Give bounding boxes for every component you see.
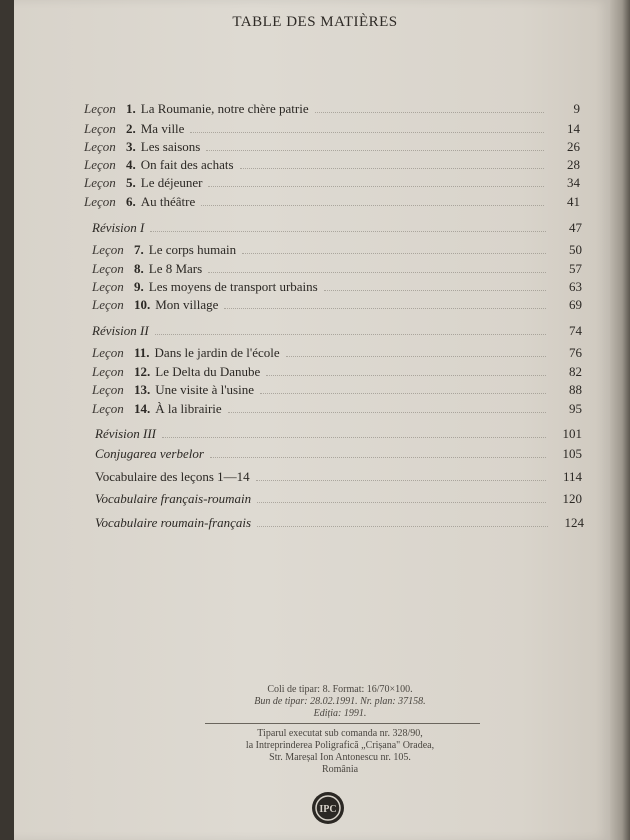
toc-entry — [95, 446, 582, 464]
leader-dots — [206, 150, 544, 151]
entry-title: Vocabulaire roumain-français — [95, 515, 252, 530]
toc-entry — [84, 101, 580, 119]
page-number: 57 — [569, 261, 582, 276]
entry-title: Révision I — [92, 220, 145, 235]
toc-entry — [92, 242, 582, 260]
imprint-line: Bun de tipar: 28.02.1991. Nr. plan: 37158. — [254, 696, 426, 707]
toc-entry — [95, 426, 582, 444]
leader-dots — [150, 231, 546, 232]
leader-dots — [260, 393, 546, 394]
lesson-number: 4. — [126, 157, 136, 172]
page-number: 26 — [567, 139, 580, 154]
toc-entry — [84, 194, 580, 212]
entry-title: Le déjeuner — [140, 175, 203, 190]
toc-entry — [84, 175, 580, 193]
lesson-number: 12. — [134, 364, 151, 379]
page-number: 124 — [564, 515, 584, 530]
imprint-divider — [205, 723, 480, 724]
lesson-label: Leçon — [84, 175, 116, 190]
lesson-label: Leçon — [84, 121, 116, 136]
lesson-number: 13. — [134, 382, 151, 397]
toc-entry — [92, 261, 582, 279]
lesson-number: 14. — [134, 401, 151, 416]
leader-dots — [208, 186, 544, 187]
leader-dots — [256, 480, 546, 481]
lesson-label: Leçon — [92, 297, 124, 312]
lesson-label: Leçon — [92, 401, 124, 416]
page-number: 34 — [567, 175, 580, 190]
entry-title: Les moyens de transport urbains — [148, 279, 318, 294]
leader-dots — [228, 412, 546, 413]
entry-title: On fait des achats — [140, 157, 234, 172]
page-number: 101 — [562, 426, 582, 441]
page-number: 69 — [569, 297, 582, 312]
lesson-number: 7. — [134, 242, 144, 257]
page-number: 82 — [569, 364, 582, 379]
lesson-label: Leçon — [92, 279, 124, 294]
entry-title: La Roumanie, notre chère patrie — [140, 101, 309, 116]
entry-title: Une visite à l'usine — [155, 382, 254, 397]
logo-text: IPC — [319, 804, 337, 815]
leader-dots — [162, 437, 546, 438]
lesson-number: 10. — [134, 297, 151, 312]
entry-title: Révision II — [92, 323, 149, 338]
toc-entry — [92, 220, 582, 238]
toc-entry — [84, 139, 580, 157]
leader-dots — [257, 526, 548, 527]
page-number: 120 — [562, 491, 582, 506]
entry-title: Vocabulaire des leçons 1—14 — [95, 469, 250, 484]
toc-entry — [95, 491, 582, 509]
lesson-number: 11. — [134, 345, 150, 360]
page-number: 95 — [569, 401, 582, 416]
lesson-label: Leçon — [84, 101, 116, 116]
lesson-label: Leçon — [92, 242, 124, 257]
entry-title: Les saisons — [140, 139, 201, 154]
lesson-label: Leçon — [92, 382, 124, 397]
page-number: 105 — [562, 446, 582, 461]
leader-dots — [240, 168, 544, 169]
entry-title: Dans le jardin de l'école — [154, 345, 280, 360]
leader-dots — [210, 457, 546, 458]
page-number: 41 — [567, 194, 580, 209]
leader-dots — [190, 132, 544, 133]
leader-dots — [201, 205, 544, 206]
toc-entry — [92, 279, 582, 297]
toc-entry — [92, 323, 582, 341]
lesson-label: Leçon — [92, 261, 124, 276]
entry-title: Révision III — [95, 426, 157, 441]
leader-dots — [266, 375, 546, 376]
entry-title: Le 8 Mars — [148, 261, 203, 276]
lesson-label: Leçon — [92, 364, 124, 379]
toc-entry — [95, 515, 584, 533]
entry-title: Au théâtre — [140, 194, 196, 209]
entry-title: Le Delta du Danube — [155, 364, 261, 379]
page-number: 76 — [569, 345, 582, 360]
page-number: 9 — [573, 101, 580, 116]
imprint-line: la Intreprinderea Poligrafică „Crișana" Oradea, — [245, 740, 435, 751]
page-number: 14 — [567, 121, 580, 136]
imprint-line: Str. Mareșal Ion Antonescu nr. 105. — [269, 752, 411, 763]
page-number: 88 — [569, 382, 582, 397]
leader-dots — [257, 502, 546, 503]
toc-entry — [92, 364, 582, 382]
page-title: TABLE DES MATIÈRES — [232, 14, 398, 30]
toc-entry — [95, 469, 582, 487]
leader-dots — [155, 334, 546, 335]
page-number: 28 — [567, 157, 580, 172]
leader-dots — [286, 356, 546, 357]
entry-title: Ma ville — [140, 121, 185, 136]
lesson-number: 1. — [126, 101, 136, 116]
imprint-line: România — [321, 764, 359, 775]
leader-dots — [208, 272, 546, 273]
lesson-label: Leçon — [84, 194, 116, 209]
toc-entry — [92, 382, 582, 400]
entry-title: Mon village — [155, 297, 219, 312]
entry-title: Le corps humain — [148, 242, 237, 257]
lesson-number: 8. — [134, 261, 144, 276]
lesson-number: 9. — [134, 279, 144, 294]
entry-title: Vocabulaire français-roumain — [95, 491, 252, 506]
lesson-label: Leçon — [84, 157, 116, 172]
toc-entry — [92, 345, 582, 363]
leader-dots — [324, 290, 546, 291]
imprint-line: Ediția: 1991. — [313, 708, 367, 719]
toc-entry — [92, 297, 582, 315]
page-number: 74 — [569, 323, 582, 338]
page-number: 114 — [562, 469, 582, 484]
lesson-number: 2. — [126, 121, 136, 136]
toc-entry — [84, 157, 580, 175]
lesson-number: 3. — [126, 139, 136, 154]
toc-entry — [84, 121, 580, 139]
entry-title: À la librairie — [155, 401, 222, 416]
leader-dots — [242, 253, 546, 254]
lesson-number: 6. — [126, 194, 136, 209]
printer-logo-icon — [310, 790, 346, 826]
lesson-number: 5. — [126, 175, 136, 190]
imprint-line: Tiparul executat sub comanda nr. 328/90, — [257, 728, 423, 739]
leader-dots — [224, 308, 546, 309]
leader-dots — [315, 112, 544, 113]
page-number: 63 — [569, 279, 582, 294]
page-number: 47 — [569, 220, 582, 235]
lesson-label: Leçon — [92, 345, 124, 360]
page-number: 50 — [569, 242, 582, 257]
toc-entry — [92, 401, 582, 419]
entry-title: Conjugarea verbelor — [95, 446, 204, 461]
imprint-line: Coli de tipar: 8. Format: 16/70×100. — [267, 684, 413, 695]
lesson-label: Leçon — [84, 139, 116, 154]
